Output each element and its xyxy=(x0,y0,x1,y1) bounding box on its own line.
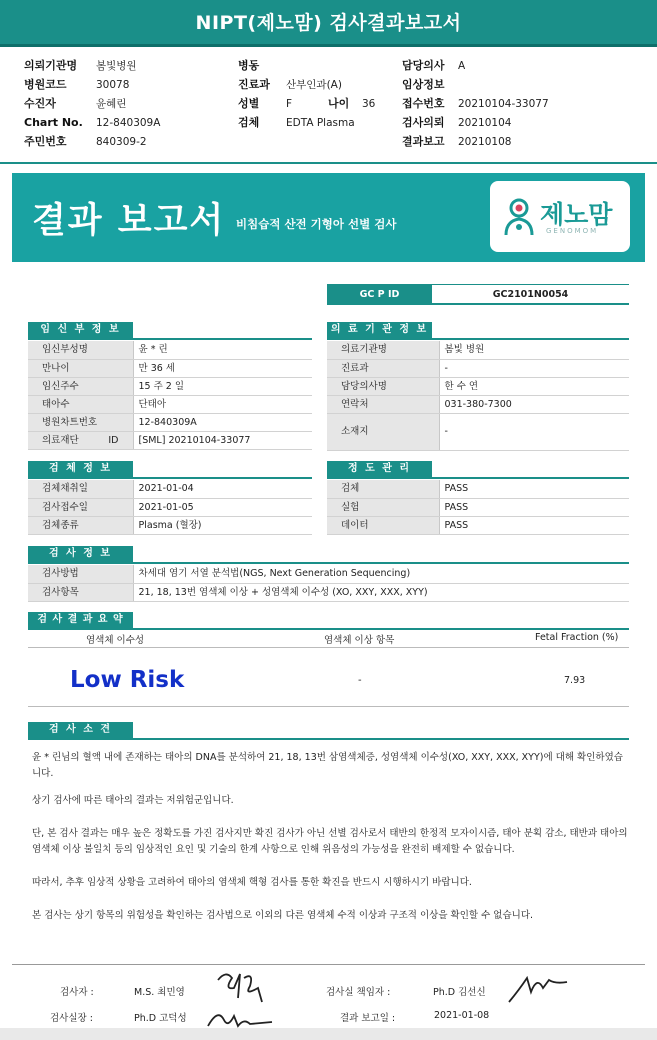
table-value: 2021-01-04 xyxy=(133,480,312,498)
section-specimen: 검 체 정 보 xyxy=(28,461,133,477)
table-row xyxy=(28,377,312,395)
lab-head-label: 검사실 책임자 : xyxy=(326,987,391,998)
table-key: 실험 xyxy=(327,498,439,516)
table-row xyxy=(28,431,312,449)
report-date-label: 결과 보고일 : xyxy=(340,1013,396,1024)
specimen-table xyxy=(28,480,312,535)
table-value: 031-380-7300 xyxy=(439,395,629,413)
table-row xyxy=(28,480,312,498)
result-low-risk: Low Risk xyxy=(70,667,185,693)
meta-row xyxy=(238,94,375,113)
table-key: 진료과 xyxy=(327,359,439,377)
logo-text: 제노맘 xyxy=(540,200,613,229)
table-row xyxy=(28,565,629,583)
result-fetal-fraction: 7.93 xyxy=(564,675,586,686)
meta-value: 20210108 xyxy=(458,136,512,148)
patient-table xyxy=(28,341,312,450)
signature-icon xyxy=(505,970,571,1006)
meta-key: 진료과 xyxy=(238,78,270,91)
table-row xyxy=(28,359,312,377)
table-value: [SML] 20210104-33077 xyxy=(133,431,312,449)
section-opinion: 검 사 소 견 xyxy=(28,722,133,738)
banner-subtitle: 비침습적 산전 기형아 선별 검사 xyxy=(236,217,397,231)
banner-title: 결과 보고서 xyxy=(32,201,226,241)
meta-row xyxy=(24,94,160,113)
meta-row xyxy=(402,132,549,151)
table-value: 21, 18, 13번 염색체 이상 + 성염색체 이수성 (XO, XXY, XXX, XYY) xyxy=(133,583,629,601)
signature-icon xyxy=(214,968,270,1006)
meta-row xyxy=(238,56,375,75)
gcpid-label: GC P ID xyxy=(327,284,432,305)
meta-key: 성별 xyxy=(238,97,260,110)
meta-key: 검체 xyxy=(238,116,260,129)
table-value: - xyxy=(439,359,629,377)
table-value: 12-840309A xyxy=(133,413,312,431)
meta-row xyxy=(24,56,160,75)
summary-header-ff: Fetal Fraction (%) xyxy=(535,632,619,643)
table-value: - xyxy=(439,413,629,450)
table-key: 만나이 xyxy=(28,359,133,377)
table-row xyxy=(327,480,629,498)
gcpid-box xyxy=(327,284,629,305)
meta-key: 병원코드 xyxy=(24,78,67,91)
meta-value: 산부인과(A) xyxy=(286,79,342,91)
table-row xyxy=(327,516,629,534)
meta-key: 담당의사 xyxy=(402,59,445,72)
footer-band xyxy=(0,1028,657,1040)
table-row xyxy=(327,498,629,516)
table-key: 검사접수일 xyxy=(28,498,133,516)
meta-key: 의뢰기관명 xyxy=(24,59,78,72)
meta-row xyxy=(402,113,549,132)
section-line xyxy=(28,738,629,740)
section-line xyxy=(327,338,629,340)
summary-header xyxy=(28,630,629,648)
qc-table xyxy=(327,480,629,535)
table-value: PASS xyxy=(439,480,629,498)
table-key: 데이터 xyxy=(327,516,439,534)
lab-head-name: Ph.D 김선신 xyxy=(433,987,486,998)
table-value: 15 주 2 일 xyxy=(133,377,312,395)
divider xyxy=(12,964,645,965)
table-key: 태아수 xyxy=(28,395,133,413)
genomom-logo-icon xyxy=(502,195,536,237)
table-key: 임신부성명 xyxy=(28,341,133,359)
table-row xyxy=(327,413,629,450)
meta-row xyxy=(402,56,549,75)
divider xyxy=(28,706,629,707)
opinion-paragraph: 단, 본 검사 결과는 매우 높은 정확도를 가진 검사지만 확진 검사가 아닌 선별 검사로서 태반의 한정적 모자이시즘, 태아 분획 감소, 태반과 태아의 염색체 이상 불일치 등의 임상적인 요인 및 기술의 한계 사항으로 인해 위음성의 가능성을 완전히 배제할 수 없습니다. xyxy=(32,828,628,855)
table-value: PASS xyxy=(439,516,629,534)
meta-key: 결과보고 xyxy=(402,135,445,148)
table-value: PASS xyxy=(439,498,629,516)
meta-col-1 xyxy=(24,56,160,151)
meta-row xyxy=(238,113,375,132)
table-row xyxy=(28,341,312,359)
meta-key: 검사의뢰 xyxy=(402,116,445,129)
meta-value: 36 xyxy=(362,98,376,110)
meta-row xyxy=(238,75,375,94)
meta-key: Chart No. xyxy=(24,116,83,129)
table-key: 임신주수 xyxy=(28,377,133,395)
meta-key: 주민번호 xyxy=(24,135,67,148)
meta-value: F xyxy=(286,98,293,110)
meta-col-3 xyxy=(402,56,549,151)
table-key: 검체채취일 xyxy=(28,480,133,498)
meta-key: 수진자 xyxy=(24,97,56,110)
table-key: 병원차트번호 xyxy=(28,413,133,431)
table-key: 검체 xyxy=(327,480,439,498)
table-value: 만 36 세 xyxy=(133,359,312,377)
table-value: 차세대 염기 서열 분석법(NGS, Next Generation Sequencing) xyxy=(133,565,629,583)
table-key: 검사항목 xyxy=(28,583,133,601)
tester-label: 검사자 : xyxy=(60,987,94,998)
table-key: 담당의사명 xyxy=(327,377,439,395)
meta-row xyxy=(24,132,160,151)
meta-value: EDTA Plasma xyxy=(286,117,355,129)
table-value: 한 수 연 xyxy=(439,377,629,395)
meta-col-2 xyxy=(238,56,375,132)
opinion-paragraph: 상기 검사에 따른 태아의 결과는 저위험군입니다. xyxy=(32,795,234,806)
meta-key: 접수번호 xyxy=(402,97,445,110)
divider xyxy=(0,162,657,164)
meta-value: 30078 xyxy=(96,79,130,91)
meta-value: 봄빛병원 xyxy=(96,60,137,72)
meta-row xyxy=(24,113,160,132)
meta-value: A xyxy=(458,60,466,72)
table-row xyxy=(327,359,629,377)
meta-key: 임상정보 xyxy=(402,78,445,91)
table-row xyxy=(28,516,312,534)
meta-row xyxy=(24,75,160,94)
section-institution: 의 료 기 관 정 보 xyxy=(327,322,432,338)
table-key: 검체종류 xyxy=(28,516,133,534)
section-summary: 검 사 결 과 요 약 xyxy=(28,612,133,628)
opinion-text xyxy=(32,750,630,935)
report-date: 2021-01-08 xyxy=(434,1010,490,1021)
opinion-paragraph: 따라서, 추후 임상적 상황을 고려하여 태아의 염색체 핵형 검사를 통한 확진을 반드시 시행하시기 바랍니다. xyxy=(32,877,472,888)
meta-value: 12-840309A xyxy=(96,117,161,129)
meta-value: 윤혜린 xyxy=(96,98,127,110)
section-qc: 정 도 관 리 xyxy=(327,461,432,477)
table-key: 의료기관명 xyxy=(327,341,439,359)
section-patient: 임 신 부 정 보 xyxy=(28,322,133,338)
section-line xyxy=(28,562,629,564)
meta-key: 병동 xyxy=(238,59,260,72)
gcpid-value: GC2101N0054 xyxy=(432,284,629,305)
table-value: Plasma (혈장) xyxy=(133,516,312,534)
table-row xyxy=(327,341,629,359)
report-banner xyxy=(12,173,645,262)
institution-table xyxy=(327,341,629,451)
signature-area xyxy=(0,964,657,1040)
test-table xyxy=(28,565,629,602)
meta-row xyxy=(402,75,549,94)
summary-header-abnormality: 염색체 이상 항목 xyxy=(324,635,395,646)
lab-chief-name: Ph.D 고덕성 xyxy=(134,1013,187,1024)
meta-key: 나이 xyxy=(328,97,350,110)
report-title: NIPT(제노맘) 검사결과보고서 xyxy=(0,0,657,47)
genomom-logo xyxy=(490,181,630,252)
table-key: 의료재단 ID xyxy=(28,431,133,449)
table-value: 봄빛 병원 xyxy=(439,341,629,359)
table-key: 연락처 xyxy=(327,395,439,413)
table-row xyxy=(327,377,629,395)
table-row xyxy=(28,583,629,601)
opinion-paragraph: 윤 * 린님의 혈액 내에 존재하는 태아의 DNA를 분석하여 21, 18, 13번 삼염색체증, 성염색체 이수성(XO, XXY, XXX, XYY)에 대해 확인하였습니다. xyxy=(32,752,623,779)
table-row xyxy=(327,395,629,413)
summary-header-aneuploidy: 염색체 이수성 xyxy=(86,635,145,646)
table-value: 윤 * 린 xyxy=(133,341,312,359)
logo-subtext: GENOMOM xyxy=(546,227,599,235)
lab-chief-label: 검사실장 : xyxy=(50,1013,93,1024)
table-key: 소재지 xyxy=(327,413,439,450)
opinion-paragraph: 본 검사는 상기 항목의 위험성을 확인하는 검사법으로 이외의 다른 염색체 수적 이상과 구조적 이상을 확인할 수 없습니다. xyxy=(32,910,534,921)
table-value: 단태아 xyxy=(133,395,312,413)
table-key: 검사방법 xyxy=(28,565,133,583)
meta-value: 840309-2 xyxy=(96,136,147,148)
meta-value: 20210104-33077 xyxy=(458,98,549,110)
section-test: 검 사 정 보 xyxy=(28,546,133,562)
result-item: - xyxy=(358,675,362,686)
table-value: 2021-01-05 xyxy=(133,498,312,516)
section-line xyxy=(327,477,629,479)
meta-header xyxy=(0,56,657,156)
section-line xyxy=(28,338,312,340)
section-line xyxy=(28,477,312,479)
meta-value: 20210104 xyxy=(458,117,512,129)
table-row xyxy=(28,395,312,413)
meta-row xyxy=(402,94,549,113)
tester-name: M.S. 최민영 xyxy=(134,987,185,998)
table-row xyxy=(28,413,312,431)
table-row xyxy=(28,498,312,516)
